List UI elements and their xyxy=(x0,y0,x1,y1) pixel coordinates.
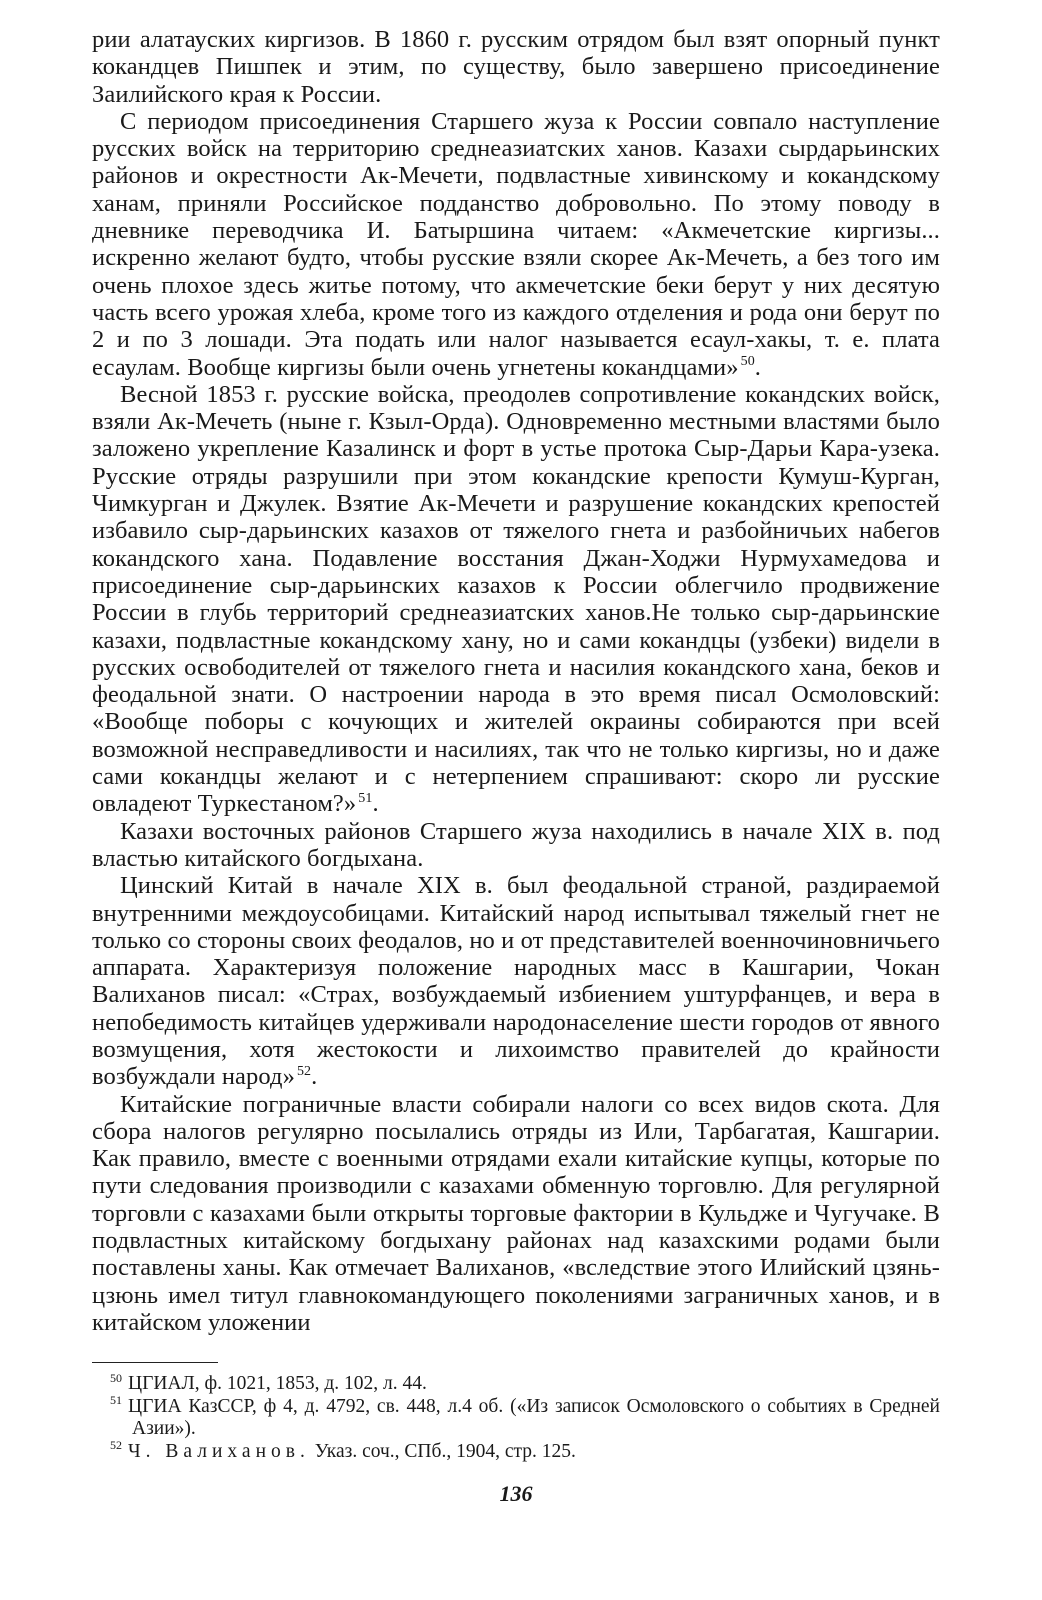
book-page xyxy=(92,26,940,1507)
paragraph-5 xyxy=(92,872,940,1090)
paragraph-text: рии алатауских киргизов. В 1860 г. русским отрядом был взят опорный пункт кокандцев Пишпек и этим, по существу, было завершено присоединение Заилийского края к России. xyxy=(92,26,940,108)
footnote-number: 52 xyxy=(110,1438,122,1453)
paragraph-text: Китайские пограничные власти собирали налоги со всех видов скота. Для сбора налогов регулярно посылались отряды из Или, Тарбагатая, Кашгарии. Как правило, вместе с военными отрядами ехали китайские купцы, которые по пути следования производили с казахами обменную торговлю. Для регулярной торговли с казахами были открыты торговые фактории в Кульдже и Чугучаке. В подвластных китайскому богдыхану районах над казахскими родами были поставлены ханы. Как отмечает Валиханов, «вследствие этого Илийский цзянь-цзюнь имел титул главнокомандующего поколениями заграничных ханов, и в китайском уложении xyxy=(92,1090,940,1336)
paragraph-tail: . xyxy=(311,1063,318,1091)
paragraph-text: Цинский Китай в начале XIX в. был феодальной страной, раздираемой внутренними междоусобицами. Китайский народ испытывал тяжелый гнет не только со стороны своих феодалов, но и от представителей военночиновничьего аппарата. Характеризуя положение народных масс в Кашгарии, Чокан Валиханов писал: «Страх, возбуждаемый избиением уштурфанцев, и вера в непобедимость китайцев удерживали народонаселение шести городов от явного возмущения, хотя жестокости и лихоимство правителей до крайности возбуждали народ» xyxy=(92,872,940,1091)
footnote-text: Указ. соч., СПб., 1904, стр. 125. xyxy=(314,1440,576,1462)
footnote-number: 50 xyxy=(110,1370,122,1385)
footnote-ref-51[interactable]: 51 xyxy=(358,791,373,807)
paragraph-text: С периодом присоединения Старшего жуза к России совпало наступление русских войск на территорию среднеазиатских ханов. Казахи сырдарьинских районов и окрестности Ак-Мечети, подвластные хивинскому и кокандскому ханам, приняли Российское подданство добровольно. По этому поводу в дневнике переводчика И. Батыршина читаем: «Акмечетские киргизы... искренно желают будто, чтобы русские взяли скорее Ак-Мечеть, а без того им очень плохое здесь житье потому, что акмечетские беки берут у них десятую часть всего урожая хлеба, кроме того из каждого отделения и рода они берут по 2 и по 3 лошади. Эта подать или налог называется есаул-хакы, т. е. плата есаулам. Вообще киргизы были очень угнетены кокандцами» xyxy=(92,107,940,381)
footnotes xyxy=(92,1370,940,1463)
paragraph-tail: . xyxy=(754,353,762,381)
footnote-50 xyxy=(92,1370,940,1396)
paragraph-4 xyxy=(92,818,940,873)
paragraph-text: Весной 1853 г. русские войска, преодолев сопротивление кокандских войск, взяли Ак-Мечеть (ныне г. Кзыл-Орда). Одновременно местными властями было заложено укрепление Казалинск и форт в устье протока Сыр-Дарьи Кара-узека. Русские отряды разрушили при этом кокандские крепости Кумуш-Курган, Чимкурган и Джулек. Взятие Ак-Мечети и разрушение кокандских крепостей избавило сыр-дарьинских казахов от тяжелого гнета и разбойничьих набегов кокандского хана. Подавление восстания Джан-Ходжи Нурмухамедова и присоединение сыр-дарьинских казахов к России облегчило продвижение России в глубь территорий среднеазиатских ханов.Не только сыр-дарьинские казахи, подвластные кокандскому хану, но и сами кокандцы (узбеки) видели в русских освободителей от тяжелого гнета и насилия кокандского хана, беков и феодальной знати. О настроении народа в это время писал Осмоловский: «Вообще поборы с кочующих и жителей окраины собираются при всей возможной несправедливости и насилиях, так что не только киргизы, но и даже сами кокандцы желают и с нетерпением спрашивают: скоро ли русские овладеют Туркестаном?» xyxy=(92,380,940,818)
footnote-52 xyxy=(92,1438,940,1464)
main-text xyxy=(92,26,940,1336)
paragraph-3 xyxy=(92,381,940,818)
page-number: 136 xyxy=(499,1481,533,1507)
footnote-number: 51 xyxy=(110,1393,122,1408)
footnote-ref-52[interactable]: 52 xyxy=(296,1064,312,1080)
footnote-divider xyxy=(92,1362,218,1363)
footnote-ref-50[interactable]: 50 xyxy=(740,354,755,370)
footnote-author: Ч. Валиханов. xyxy=(128,1440,310,1462)
footnote-text: ЦГИАЛ, ф. 1021, 1853, д. 102, л. 44. xyxy=(128,1373,427,1395)
footnote-text: ЦГИА КазССР, ф 4, д. 4792, св. 448, л.4 об. («Из записок Осмоловского о событиях в Средней Азии»). xyxy=(128,1395,940,1440)
paragraph-tail: . xyxy=(372,790,379,818)
paragraph-1 xyxy=(92,26,940,108)
paragraph-text: Казахи восточных районов Старшего жуза находились в начале XIX в. под властью китайского богдыхана. xyxy=(92,817,940,872)
paragraph-2 xyxy=(92,108,940,381)
paragraph-6 xyxy=(92,1091,940,1337)
footnote-51 xyxy=(92,1393,940,1441)
